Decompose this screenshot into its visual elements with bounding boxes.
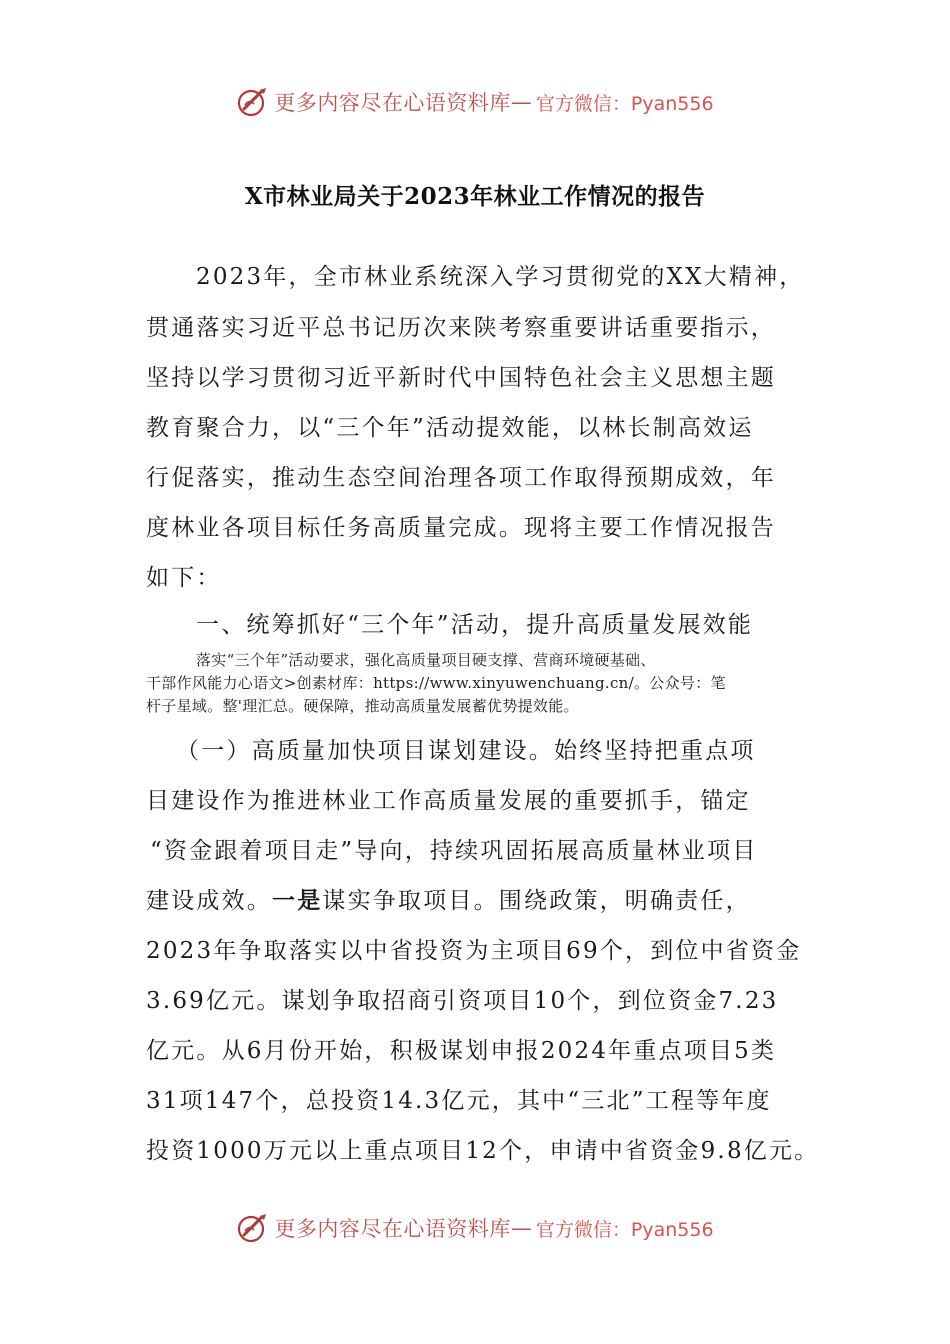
section-heading: 一、统筹抓好“三个年”活动，提升高质量发展效能 — [196, 612, 754, 638]
text-run: 谋实争取项目。围绕政策，明确责任， — [322, 888, 751, 914]
header-watermark — [0, 82, 950, 122]
watermark-dash: — — [510, 1216, 532, 1240]
watermark-dash: — — [510, 90, 532, 114]
paragraph-line: （一）高质量加快项目谋划建设。始终坚持把重点项 — [176, 738, 756, 764]
paragraph-line — [146, 882, 751, 915]
paragraph-line: 坚持以学习贯彻习近平新时代中国特色社会主义思想主题 — [146, 365, 776, 391]
paragraph-line: 如下： — [146, 565, 222, 591]
text-run: 建设成效。 — [146, 888, 272, 914]
paragraph-line: 亿元。从6月份开始，积极谋划申报2024年重点项目5类 — [146, 1038, 777, 1064]
paragraph-line: 教育聚合力，以“三个年”活动提效能，以林长制高效运 — [146, 415, 754, 441]
watermark-site: 更多内容尽在心语资料库 — [274, 1217, 511, 1241]
paragraph-line: 3.69亿元。谋划争取招商引资项目10个，到位资金7.23 — [146, 988, 779, 1014]
small-text-line: 干部作风能力心语文>创素材库：https://www.xinyuwenchuang.cn/。公众号：笔 — [146, 674, 726, 692]
paragraph-line: 行促落实，推动生态空间治理各项工作取得预期成效，年 — [146, 465, 776, 491]
paragraph-line: 目建设作为推进林业工作高质量发展的重要抓手，锚定 — [146, 788, 751, 814]
small-text-line: 杆子星域。整'理汇总。硬保障，推动高质量发展蓄优势提效能。 — [146, 697, 579, 715]
pen-logo-icon — [236, 1211, 270, 1245]
watermark-contact: 官方微信：Pyan556 — [535, 1218, 714, 1241]
pen-logo-icon — [236, 85, 270, 119]
watermark-contact: 官方微信：Pyan556 — [535, 92, 714, 115]
paragraph-line: 2023年，全市林业系统深入学习贯彻党的XX大精神， — [196, 264, 805, 290]
paragraph-line: 31项147个，总投资14.3亿元，其中“三北”工程等年度 — [146, 1088, 772, 1114]
paragraph-line: 2023年争取落实以中省投资为主项目69个，到位中省资金 — [146, 938, 802, 964]
emphasis-text: 一是 — [272, 887, 323, 914]
document-title: X市林业局关于2023年林业工作情况的报告 — [244, 183, 706, 210]
paragraph-line: “资金跟着项目走”导向，持续巩固拓展高质量林业项目 — [150, 838, 758, 864]
paragraph-line: 度林业各项目标任务高质量完成。现将主要工作情况报告 — [146, 515, 776, 541]
paragraph-line: 投资1000万元以上重点项目12个，申请中省资金9.8亿元。 — [146, 1138, 820, 1164]
watermark-site: 更多内容尽在心语资料库 — [274, 91, 511, 115]
paragraph-line: 贯通落实习近平总书记历次来陕考察重要讲话重要指示， — [146, 315, 776, 341]
footer-watermark — [0, 1208, 950, 1248]
small-text-line: 落实“三个年”活动要求，强化高质量项目硬支撑、营商环境硬基础、 — [196, 651, 656, 669]
